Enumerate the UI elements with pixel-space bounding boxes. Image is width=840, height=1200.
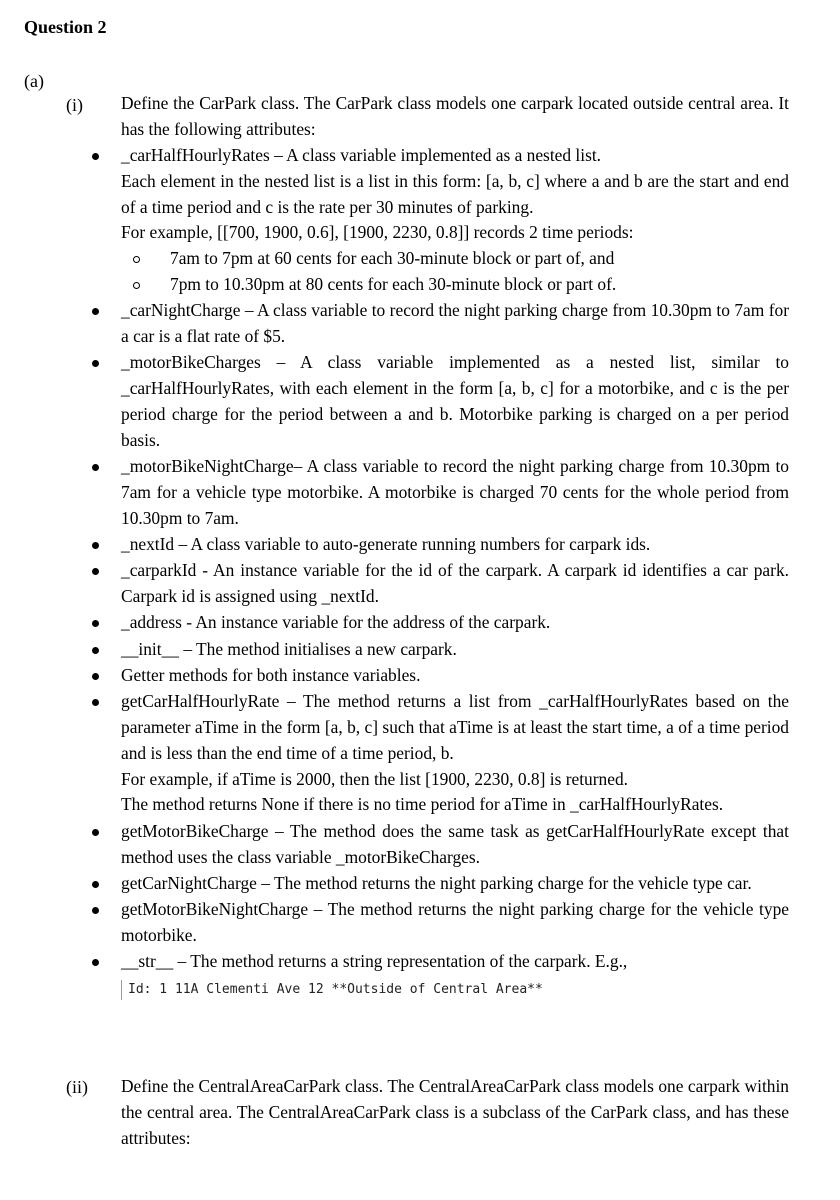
question-title: Question 2	[24, 17, 107, 37]
item-text: For example, [[700, 1900, 0.6], [1900, 2230, 0.8]] records 2 time periods:	[121, 222, 634, 243]
sub-list-item: 7am to 7pm at 60 cents for each 30-minute block or part of, and	[121, 246, 789, 272]
list-item	[121, 949, 789, 1001]
list-item: getMotorBikeNightCharge – The method returns the night parking charge for the vehicle type motorbike.	[121, 897, 789, 949]
list-item: getCarNightCharge – The method returns the night parking charge for the vehicle type car.	[121, 871, 789, 897]
item-text: getCarHalfHourlyRate – The method returns a list from _carHalfHourlyRates based on the parameter aTime in the form [a, b, c] such that aTime is at least the start time, a of a time period and is less than the end time of a time period, b.	[121, 691, 789, 763]
list-item: _motorBikeCharges – A class variable implemented as a nested list, similar to _carHalfHourlyRates, with each element in the form [a, b, c] for a motorbike, and c is the per period charge for the period between a and b. Motorbike parking is charged on a per period basis.	[121, 350, 789, 453]
list-item: _nextId – A class variable to auto-generate running numbers for carpark ids.	[121, 532, 789, 558]
attribute-list	[121, 143, 789, 1001]
item-text: _carHalfHourlyRates – A class variable implemented as a nested list.	[121, 145, 602, 165]
sub-list-item: 7pm to 10.30pm at 80 cents for each 30-minute block or part of.	[121, 272, 789, 298]
list-item: _motorBikeNightCharge– A class variable to record the night parking charge from 10.30pm to 7am for a vehicle type motorbike. A motorbike is charged 70 cents for the whole period from 10.30pm to 7am.	[121, 454, 789, 531]
list-item: getMotorBikeCharge – The method does the same task as getCarHalfHourlyRate except that method uses the class variable _motorBikeCharges.	[121, 819, 789, 871]
list-item: __init__ – The method initialises a new carpark.	[121, 637, 789, 663]
sub-i-intro: Define the CarPark class. The CarPark class models one carpark located outside central area. It has the following attributes:	[121, 93, 789, 139]
item-text: The method returns None if there is no time period for aTime in _carHalfHourlyRates.	[121, 794, 724, 815]
sub-ii-label: (ii)	[66, 1077, 88, 1097]
list-item	[121, 143, 789, 298]
list-item: Getter methods for both instance variables.	[121, 663, 789, 689]
sub-ii-intro: Define the CentralAreaCarPark class. The CentralAreaCarPark class models one carpark within the central area. The CentralAreaCarPark class is a subclass of the CarPark class, and has these attributes:	[121, 1076, 789, 1148]
list-item: _address - An instance variable for the address of the carpark.	[121, 610, 789, 636]
sub-i-label: (i)	[66, 95, 83, 115]
code-example: Id: 1 11A Clementi Ave 12 **Outside of Central Area**	[121, 980, 543, 1000]
part-a-label: (a)	[24, 71, 44, 91]
item-text: Each element in the nested list is a list in this form: [a, b, c] where a and b are the start and end of a time period and c is the rate per 30 minutes of parking.	[121, 170, 789, 217]
time-period-sublist	[121, 246, 789, 298]
list-item	[121, 689, 789, 818]
list-item: _carparkId - An instance variable for the id of the carpark. A carpark id identifies a car park. Carpark id is assigned using _nextId.	[121, 558, 789, 610]
item-text: __str__ – The method returns a string representation of the carpark. E.g.,	[121, 951, 628, 972]
list-item: _carNightCharge – A class variable to record the night parking charge from 10.30pm to 7am for a car is a flat rate of $5.	[121, 298, 789, 350]
item-text: For example, if aTime is 2000, then the list [1900, 2230, 0.8] is returned.	[121, 768, 629, 789]
